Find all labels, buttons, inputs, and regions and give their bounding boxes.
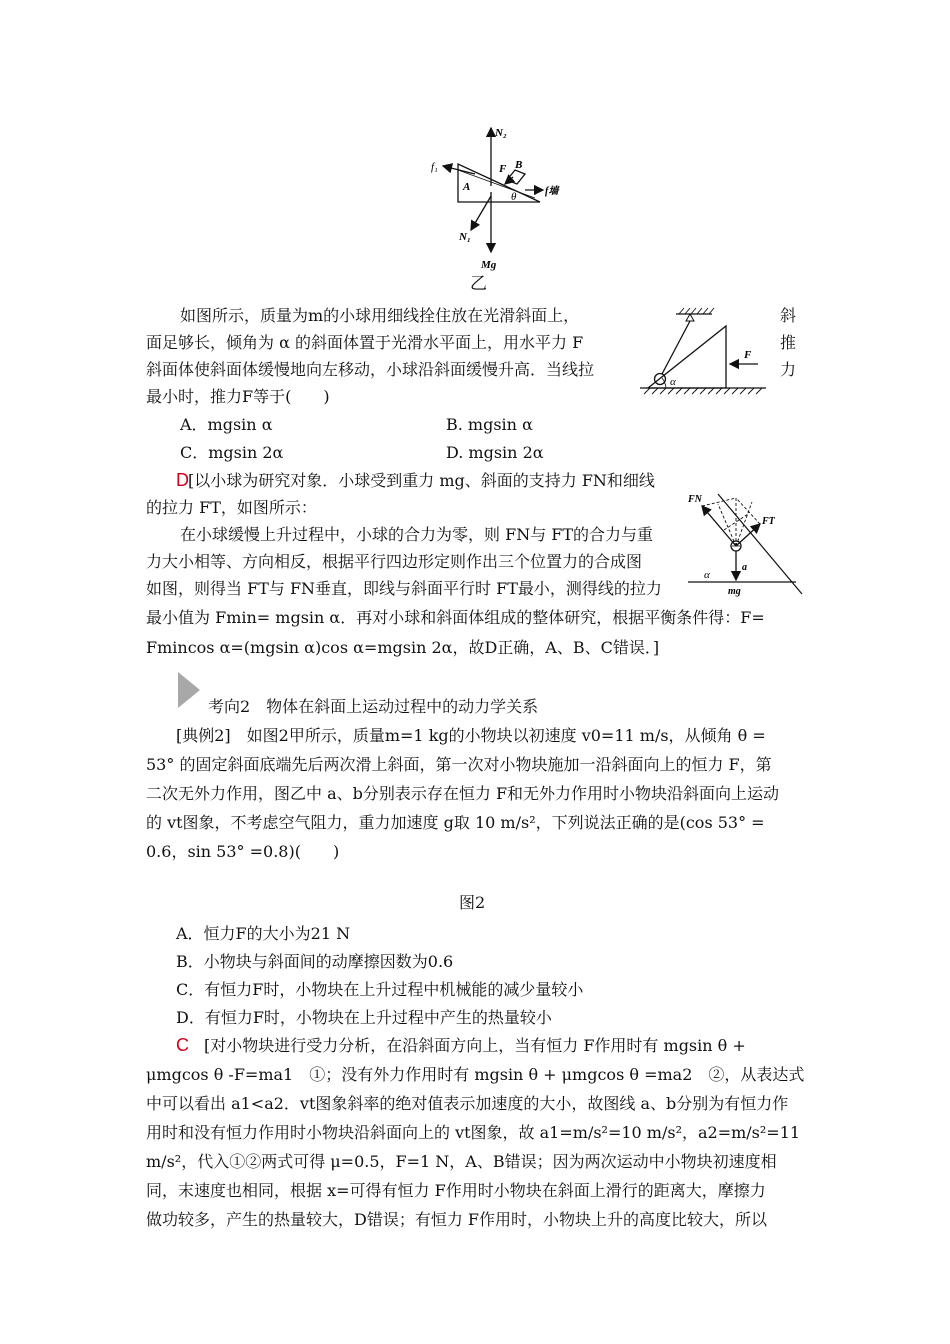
- label-n2: N₂: [495, 127, 507, 139]
- label-f: F: [499, 163, 507, 175]
- answer2-letter: C: [176, 1035, 189, 1055]
- problem1-side-char-1: 斜: [780, 306, 797, 325]
- label-mg-fig: mg: [728, 586, 741, 597]
- label-ft: FT: [762, 516, 775, 527]
- answer2-line4: 用时和没有恒力作用时小物块沿斜面向上的 vt图象，故 a1=m/s²=10 m/s²，a2=m/s²=11: [146, 1123, 801, 1142]
- answer1-line6: 最小值为 Fmin= mgsin α．再对小球和斜面体组成的整体研究，根据平衡条件得：F=: [146, 608, 765, 627]
- example2-line3: 二次无外力作用，图乙中 a、b分别表示存在恒力 F和无外力作用时小物块沿斜面向上运动: [146, 784, 780, 803]
- label-push-f: F: [744, 349, 752, 361]
- answer1-line2: 的拉力 FT，如图所示：: [146, 498, 317, 517]
- problem1-side-char-3: 力: [780, 360, 797, 379]
- section-arrow-icon: [176, 670, 202, 710]
- answer1-line3: 在小球缓慢上升过程中，小球的合力为零，则 FN与 FT的合力与重: [180, 525, 654, 544]
- answer2-line3: 中可以看出 a1<a2．vt图象斜率的绝对值表示加速度的大小，故图线 a、b分别为有恒力作: [146, 1094, 789, 1113]
- example2-option-b[interactable]: B．小物块与斜面间的动摩擦因数为0.6: [176, 952, 454, 971]
- label-b: B: [515, 159, 523, 171]
- answer1-line7: Fmincos α=(mgsin α)cos α=mgsin 2α，故D正确，A、B、C错误．]: [146, 638, 660, 657]
- example2-figure-caption: 图2: [459, 893, 486, 912]
- problem1-option-b[interactable]: B. mgsin α: [446, 415, 533, 434]
- example2-option-d[interactable]: D．有恒力F时，小物块在上升过程中产生的热量较小: [176, 1008, 552, 1027]
- label-f1: f₁: [431, 161, 438, 173]
- figure-ball-incline: [636, 306, 768, 402]
- label-n1: N₁: [459, 231, 471, 243]
- example2-option-a[interactable]: A．恒力F的大小为21 N: [176, 924, 351, 943]
- problem1-line3: 斜面体使斜面体缓慢地向左移动，小球沿斜面缓慢升高．当线拉: [146, 360, 595, 379]
- incline-wedge: [648, 326, 726, 388]
- problem1-line1: 如图所示，质量为m的小球用细线拴住放在光滑斜面上，: [180, 306, 580, 325]
- label-theta: θ: [511, 191, 517, 203]
- block-b: [507, 170, 525, 184]
- figure-caption-yi: 乙: [470, 274, 487, 294]
- label-alpha-2: α: [704, 569, 710, 581]
- example2-option-c[interactable]: C．有恒力F时，小物块在上升过程中机械能的减少量较小: [176, 980, 584, 999]
- problem1-option-a[interactable]: A．mgsin α: [180, 415, 273, 434]
- problem1-option-c[interactable]: C．mgsin 2α: [180, 443, 284, 462]
- example2-line4: 的 vt图象，不考虑空气阻力，重力加速度 g取 10 m/s²，下列说法正确的是(cos 53° =: [146, 813, 765, 832]
- problem1-line4: 最小时，推力F等于( ): [146, 387, 330, 406]
- problem1-option-d[interactable]: D. mgsin 2α: [446, 443, 544, 462]
- answer2-line1: [对小物块进行受力分析，在沿斜面方向上，当有恒力 F作用时有 mgsin θ +: [204, 1036, 746, 1055]
- figure-force-composition: [684, 490, 804, 598]
- problem1-line2: 面足够长，倾角为 α 的斜面体置于光滑水平面上，用水平力 F: [146, 333, 584, 352]
- problem1-side-char-2: 推: [780, 333, 797, 352]
- example2-line2: 53° 的固定斜面底端先后两次滑上斜面，第一次对小物块施加一沿斜面向上的恒力 F，第: [146, 755, 772, 774]
- answer1-line5: 如图，则得当 FT与 FN垂直，即线与斜面平行时 FT最小，测得线的拉力: [146, 579, 662, 598]
- figure-force-diagram-yi: [425, 122, 570, 272]
- answer1-line4: 力大小相等、方向相反，根据平行四边形定则作出三个位置力的合成图: [146, 552, 643, 571]
- answer2-line7: 做功较多，产生的热量较大，D错误；有恒力 F作用时，小物块上升的高度比较大，所以: [146, 1210, 768, 1229]
- answer2-line2: μmgcos θ -F=ma1 ①；没有外力作用时有 mgsin θ + μmgcos θ =ma2 ②，从表达式: [146, 1065, 805, 1084]
- label-a: A: [463, 181, 471, 193]
- answer1-line1: [以小球为研究对象．小球受到重力 mg、斜面的支持力 FN和细线: [188, 471, 655, 490]
- answer1-letter: D: [176, 470, 189, 490]
- section2-heading: 考向2 物体在斜面上运动过程中的动力学关系: [208, 697, 539, 716]
- label-fn: FN: [688, 494, 702, 505]
- label-mg-yi: Mg: [481, 259, 497, 271]
- label-a-fig: a: [742, 562, 747, 573]
- answer2-line6: 同，末速度也相同，根据 x=可得有恒力 F作用时小物块在斜面上滑行的距离大，摩擦力: [146, 1181, 766, 1200]
- example2-line1: [典例2] 如图2甲所示，质量m=1 kg的小物块以初速度 v0=11 m/s，从倾角 θ =: [176, 726, 766, 745]
- example2-line5: 0.6，sin 53° =0.8)( ): [146, 842, 340, 861]
- label-alpha-1: α: [670, 376, 676, 388]
- answer2-line5: m/s²，代入①②两式可得 μ=0.5，F=1 N，A、B错误；因为两次运动中小物块初速度相: [146, 1152, 777, 1171]
- label-f-wall: f墙: [545, 186, 559, 197]
